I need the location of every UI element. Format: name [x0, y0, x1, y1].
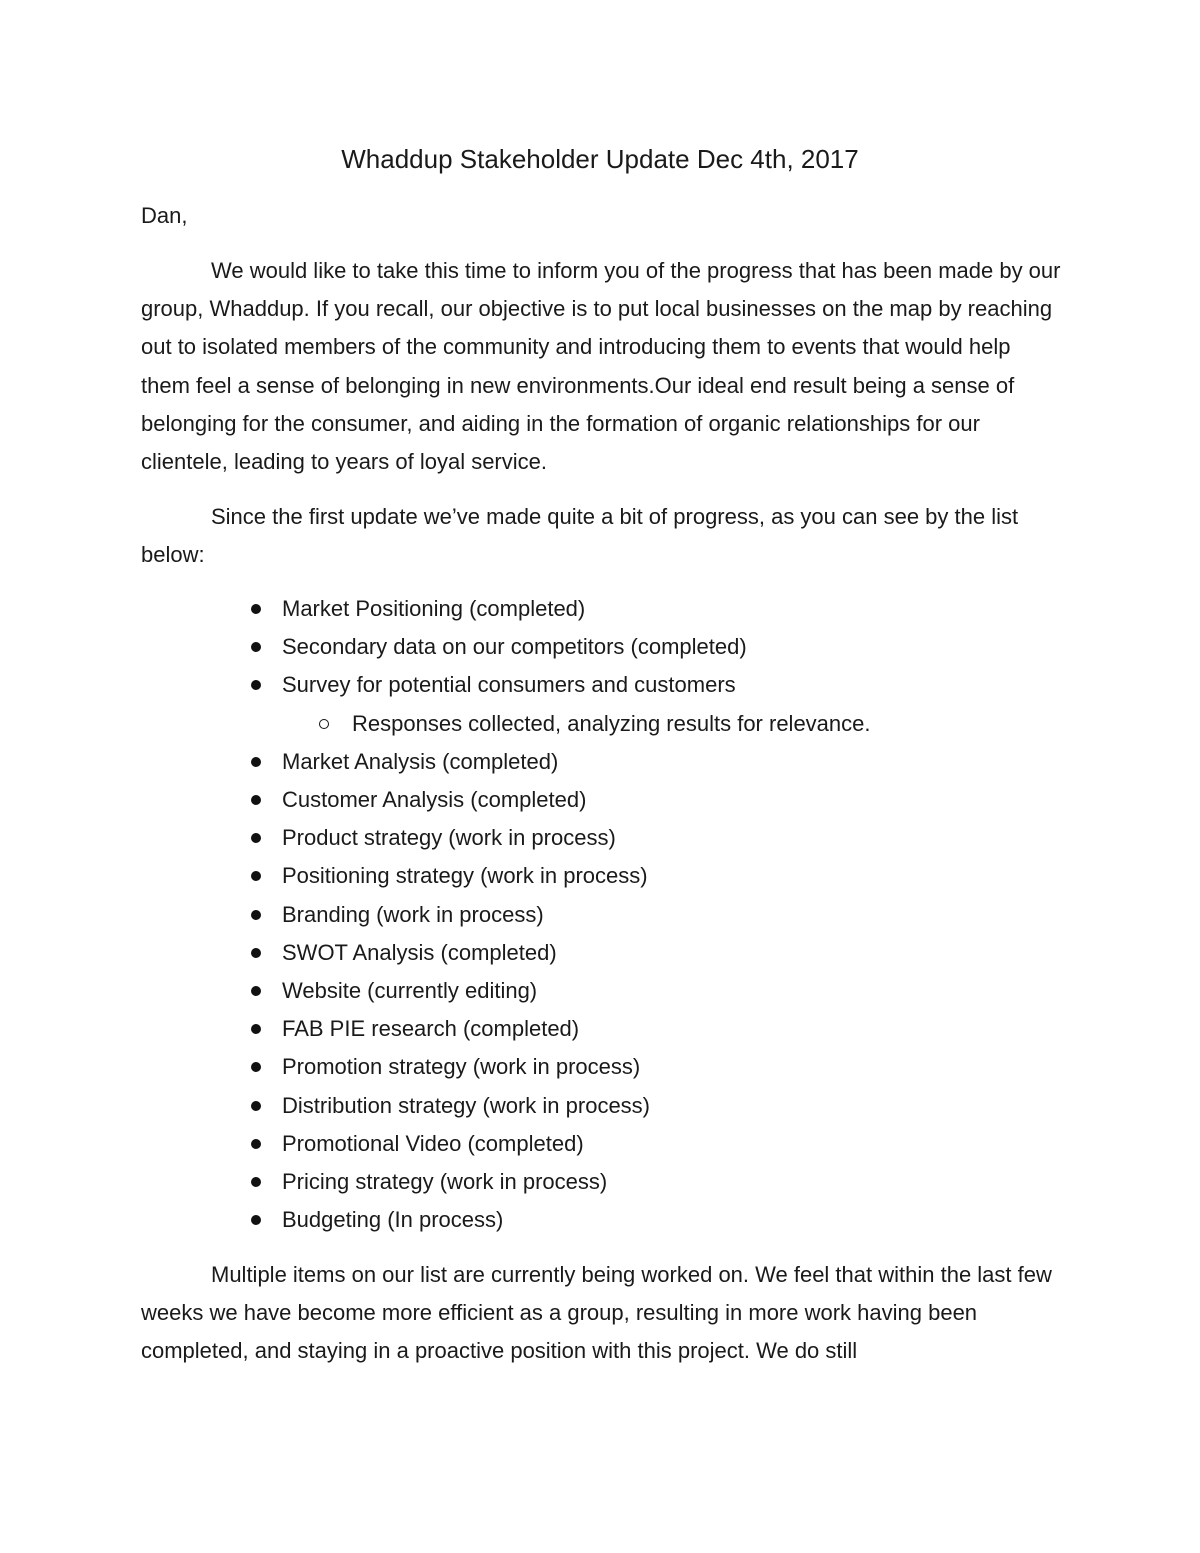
- bullet-icon: [251, 948, 261, 958]
- paragraph-status: Multiple items on our list are currently being worked on. We feel that within the last few weeks we have become more efficient as a group, resulting in more work having been completed, and staying in a proactive position with this project. We do still: [141, 1262, 1052, 1364]
- bullet-icon: [251, 1215, 261, 1225]
- list-item: [141, 896, 1061, 934]
- list-item: [141, 628, 1061, 666]
- bullet-icon: [251, 680, 261, 690]
- list-item: [141, 666, 1061, 704]
- list-item: [141, 1125, 1061, 1163]
- list-item-text: SWOT Analysis (completed): [282, 939, 557, 965]
- list-item-text: Website (currently editing): [282, 978, 538, 1004]
- list-item: [141, 590, 1061, 628]
- paragraph-intro: We would like to take this time to inform you of the progress that has been made by our group, Whaddup. If you recall, our objective is to put local businesses on the map by reaching out to isolated members of the community and introducing them to events that would help them feel a sense of belonging in new environments.Our ideal end result being a sense of belonging for the consumer, and aiding in the formation of organic relationships for our clientele, leading to years of loyal service.: [141, 258, 1061, 475]
- bullet-icon: [251, 757, 261, 767]
- bullet-icon: [251, 642, 261, 652]
- list-item-text: Branding (work in process): [282, 901, 544, 927]
- list-item: [141, 743, 1061, 781]
- bullet-icon: [251, 795, 261, 805]
- list-item: [141, 1087, 1061, 1125]
- list-item: [141, 1163, 1061, 1201]
- list-item-text: FAB PIE research (completed): [282, 1016, 580, 1042]
- list-item-text: Customer Analysis (completed): [282, 787, 587, 813]
- bullet-icon: [251, 986, 261, 996]
- list-item: [141, 1201, 1061, 1239]
- greeting: Dan,: [141, 203, 188, 228]
- list-item-text: Distribution strategy (work in process): [282, 1092, 651, 1118]
- progress-list: [141, 590, 1061, 1239]
- list-subitem: [141, 705, 1061, 743]
- bullet-icon: [251, 1024, 261, 1034]
- document-title: Whaddup Stakeholder Update Dec 4th, 2017: [341, 144, 859, 174]
- list-item-text: Market Positioning (completed): [282, 596, 586, 621]
- bullet-icon: [251, 1062, 261, 1072]
- bullet-icon: [251, 910, 261, 920]
- list-item-text: Secondary data on our competitors (completed): [282, 634, 747, 660]
- bullet-icon: [251, 1139, 261, 1149]
- list-item-text: Promotion strategy (work in process): [282, 1054, 641, 1080]
- list-item-text: Market Analysis (completed): [282, 748, 559, 774]
- list-item: [141, 857, 1061, 895]
- list-item: [141, 934, 1061, 972]
- list-item-text: Budgeting (In process): [282, 1207, 504, 1233]
- list-item-text: Positioning strategy (work in process): [282, 863, 648, 889]
- hollow-bullet-icon: [319, 719, 329, 729]
- list-item-text: Responses collected, analyzing results for relevance.: [352, 710, 871, 736]
- list-item: [141, 819, 1061, 857]
- bullet-icon: [251, 871, 261, 881]
- list-item-text: Promotional Video (completed): [282, 1130, 584, 1156]
- paragraph-progress: Since the first update we’ve made quite a bit of progress, as you can see by the list below:: [141, 504, 1019, 568]
- list-item-text: Product strategy (work in process): [282, 825, 616, 851]
- list-item: [141, 972, 1061, 1010]
- list-item: [141, 1010, 1061, 1048]
- bullet-icon: [251, 1101, 261, 1111]
- list-item: [141, 1048, 1061, 1086]
- list-item-text: Survey for potential consumers and customers: [282, 672, 736, 698]
- list-item: [141, 781, 1061, 819]
- bullet-icon: [251, 604, 261, 614]
- bullet-icon: [251, 1177, 261, 1187]
- bullet-icon: [251, 833, 261, 843]
- list-item-text: Pricing strategy (work in process): [282, 1169, 608, 1195]
